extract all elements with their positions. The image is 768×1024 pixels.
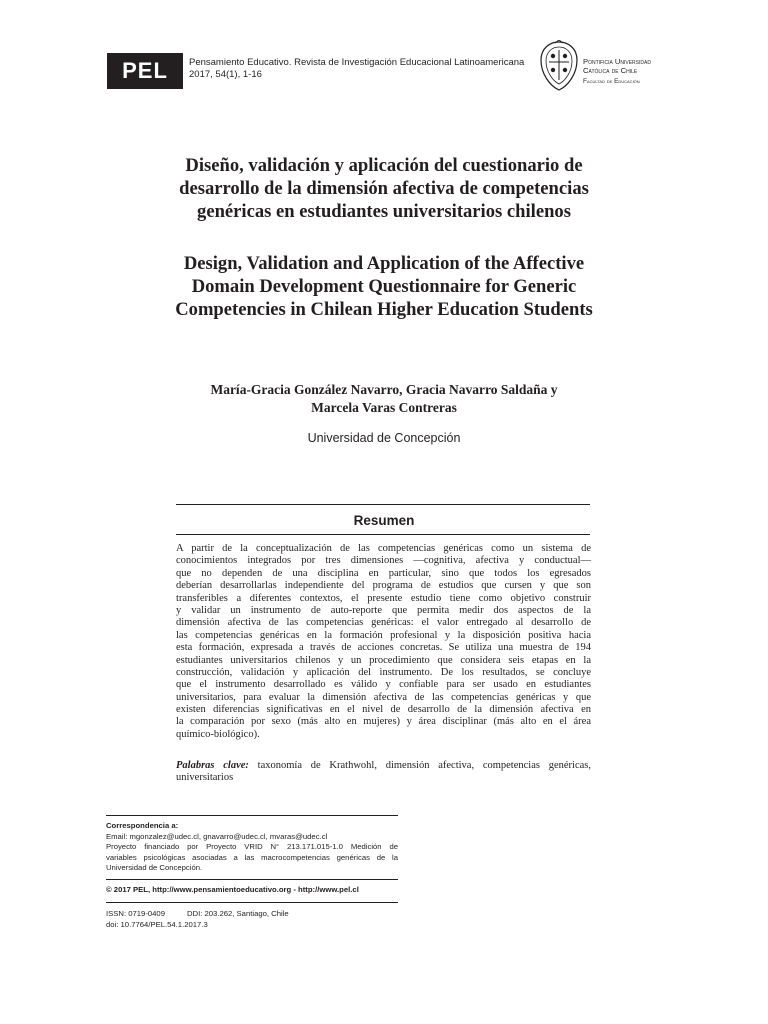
- keywords-text: taxonomía de Krathwohl, dimensión afectiva, competencias genéricas,: [257, 760, 591, 771]
- abstract-line: existen diferencias significativas en el nivel de desarrollo de la dimensión afectiva en: [176, 704, 591, 716]
- abstract-body: [176, 543, 591, 741]
- abstract-line: químico-biológico).: [176, 728, 260, 740]
- project-line: Proyecto financiado por Proyecto VRID N° 213.171.015-1.0 Medición de: [106, 842, 398, 851]
- title-english-line: Design, Validation and Application of the Affective: [183, 253, 585, 274]
- title-spanish-line: desarrollo de la dimensión afectiva de competencias: [179, 178, 589, 199]
- abstract-heading: Resumen: [353, 513, 415, 528]
- university-seal-icon: [538, 40, 580, 92]
- title-english-line: Domain Development Questionnaire for Generic: [191, 276, 577, 297]
- abstract-line: y validar un instrumento de auto-reporte que permita medir dos aspectos de la: [176, 604, 591, 616]
- title-english-line: Competencies in Chilean Higher Education Students: [175, 299, 593, 320]
- correspondence-label: Correspondencia a:: [106, 821, 179, 830]
- doi: doi: 10.7764/PEL.54.1.2017.3: [106, 919, 208, 929]
- project-line: variables psicológicas asociadas a las macrocompetencias genéricas de la: [106, 852, 398, 862]
- title-spanish: [0, 154, 768, 223]
- abstract-line: conocimientos integrados por tres dimensiones —cognitiva, afectiva y conductual—: [176, 555, 591, 567]
- abstract-line: dimensión afectiva de las competencias genéricas: el valor entregado al desarrollo de: [176, 617, 591, 629]
- keywords-label: Palabras clave:: [176, 760, 249, 771]
- email-line: Email: mgonzalez@udec.cl, gnavarro@udec.cl, mvaras@udec.cl: [106, 831, 328, 841]
- abstract-line: la comparación por sexo (más alto en mujeres) y área disciplinar (más alto en el área: [176, 716, 591, 728]
- identifiers: [106, 909, 398, 930]
- ddi: DDI: 203.262, Santiago, Chile: [186, 909, 289, 918]
- faculty-name: Facultad de Educación: [583, 78, 640, 85]
- abstract-line: estudiantes universitarios chilenos y un procedimiento que considera seis etapas en la: [176, 654, 591, 666]
- footer-divider: [106, 879, 398, 880]
- abstract-line: esta formación, expresada a través de acciones concretas. Se utiliza una muestra de 194: [176, 642, 591, 654]
- author-line: María-Gracia González Navarro, Gracia Navarro Saldaña y: [210, 382, 558, 397]
- issn: ISSN: 0719-0409: [106, 909, 165, 918]
- divider: [176, 504, 590, 505]
- title-english: [0, 252, 768, 321]
- keywords-text: universitarios: [176, 772, 234, 784]
- abstract-line: A partir de la conceptualización de las competencias genéricas como un sistema de: [176, 543, 591, 554]
- footer-divider: [106, 815, 398, 816]
- copyright: © 2017 PEL, http://www.pensamientoeducativo.org - http://www.pel.cl: [106, 885, 359, 894]
- abstract-line: transferibles a diferentes contextos, el presente estudio tiene como objetivo construir: [176, 592, 591, 604]
- keywords: [176, 760, 591, 785]
- university-name-line1: Pontificia Universidad: [583, 57, 651, 66]
- title-spanish-line: Diseño, validación y aplicación del cuestionario de: [185, 155, 583, 176]
- abstract-line: las competencias genéricas en la formación profesional y la disposición positiva hacia: [176, 629, 591, 641]
- abstract-line: que el instrumento desarrollado es válido y confiable para ser usado en estudiantes: [176, 679, 591, 691]
- abstract-line: deberían desarrollarlas independiente del programa de estudios que cursen y que son: [176, 580, 591, 592]
- author-line: Marcela Varas Contreras: [311, 400, 457, 415]
- project-line: Universidad de Concepción.: [106, 863, 203, 872]
- abstract-line: construcción, validación y aplicación del instrumento. De los resultados, se concluye: [176, 666, 591, 678]
- abstract-line: universitarios, para evaluar la dimensión afectiva de las competencias genéricas y que: [176, 691, 591, 703]
- correspondence-block: [106, 821, 398, 874]
- author-list: [0, 381, 768, 417]
- journal-logo-text: PEL: [122, 58, 168, 83]
- title-spanish-line: genéricas en estudiantes universitarios chilenos: [197, 201, 571, 222]
- journal-issue: 2017, 54(1), 1-16: [189, 69, 262, 80]
- journal-logo: [107, 53, 183, 89]
- affiliation: Universidad de Concepción: [307, 431, 461, 445]
- journal-name: Pensamiento Educativo. Revista de Investigación Educacional Latinoamericana: [189, 57, 525, 68]
- abstract-line: que no dependen de una disciplina en particular, sino que todos los egresados: [176, 567, 591, 579]
- divider: [176, 534, 590, 535]
- university-name-line2: Católica de Chile: [583, 66, 638, 75]
- footer-divider: [106, 902, 398, 903]
